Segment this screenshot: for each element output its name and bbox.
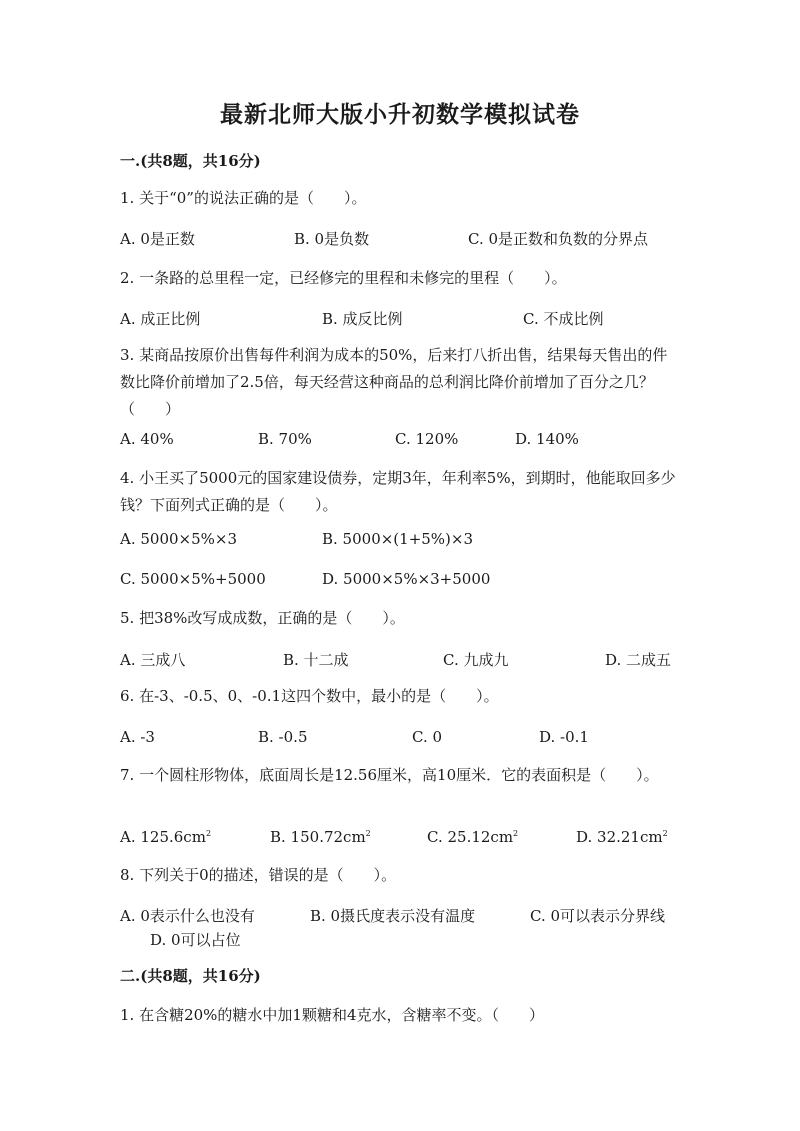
unit-superscript: 2 [513, 829, 519, 838]
question-stem: 4. 小王买了5000元的国家建设债券，定期3年，年利率5%，到期时，他能取回多少钱？下面列式正确的是（ ）。 [120, 469, 676, 514]
option: D. -0.1 [539, 728, 589, 746]
unit-superscript: 2 [365, 829, 371, 838]
option [576, 828, 668, 846]
unit-superscript: 2 [662, 829, 668, 838]
option: C. 120% [395, 430, 459, 448]
option: C. 5000×5%+5000 [120, 570, 266, 588]
option: A. 0表示什么也没有 [120, 907, 255, 925]
option: B. 5000×(1+5%)×3 [322, 530, 474, 548]
option-text: D. 32.21cm [576, 828, 663, 846]
question-stem: 1. 在含糖20%的糖水中加1颗糖和4克水，含糖率不变。（ ） [120, 1006, 545, 1024]
option: B. 成反比例 [322, 310, 403, 328]
question-stem: 7. 一个圆柱形物体，底面周长是12.56厘米，高10厘米．它的表面积是（ ）。 [120, 766, 659, 784]
option: C. 0是正数和负数的分界点 [468, 230, 649, 248]
option: C. 0可以表示分界线 [530, 907, 666, 925]
option: B. 70% [258, 430, 312, 448]
option [427, 828, 518, 846]
question-stem: 2. 一条路的总里程一定，已经修完的里程和未修完的里程（ ）。 [120, 269, 567, 287]
option: C. 0 [412, 728, 443, 746]
option: A. 成正比例 [120, 310, 201, 328]
option: A. -3 [120, 728, 155, 746]
option-text: C. 25.12cm [427, 828, 514, 846]
option: D. 5000×5%×3+5000 [322, 570, 491, 588]
option: B. -0.5 [258, 728, 308, 746]
option: D. 二成五 [605, 651, 672, 669]
option: C. 九成九 [443, 651, 509, 669]
option: B. 0摄氏度表示没有温度 [310, 907, 476, 925]
option: B. 十二成 [283, 651, 349, 669]
option [270, 828, 371, 846]
option: A. 5000×5%×3 [120, 530, 238, 548]
option: B. 0是负数 [294, 230, 370, 248]
option-text: A. 125.6cm [120, 828, 206, 846]
option-text: B. 150.72cm [270, 828, 366, 846]
question-stem: 8. 下列关于0的描述，错误的是（ ）。 [120, 866, 397, 884]
question-stem: 6. 在-3、-0.5、0、-0.1这四个数中，最小的是（ ）。 [120, 687, 499, 705]
question-stem: 5. 把38%改写成成数，正确的是（ ）。 [120, 609, 405, 627]
page-title: 最新北师大版小升初数学模拟试卷 [220, 101, 580, 128]
unit-superscript: 2 [205, 829, 212, 838]
option: A. 40% [120, 430, 174, 448]
option: D. 140% [515, 430, 579, 448]
question-stem: 1. 关于“0”的说法正确的是（ ）。 [120, 189, 367, 207]
section-header: 二.(共8题，共16分) [120, 967, 261, 985]
option: A. 0是正数 [120, 230, 195, 248]
option: D. 0可以占位 [150, 931, 241, 949]
question-stem: 3. 某商品按原价出售每件利润为成本的50%，后来打八折出售，结果每天售出的件数比降价前增加了2.5倍，每天经营这种商品的总利润比降价前增加了百分之几？（ ） [120, 346, 668, 418]
option: C. 不成比例 [523, 310, 604, 328]
section-header: 一.(共8题，共16分) [120, 152, 261, 170]
option [120, 828, 211, 846]
option: A. 三成八 [120, 651, 186, 669]
